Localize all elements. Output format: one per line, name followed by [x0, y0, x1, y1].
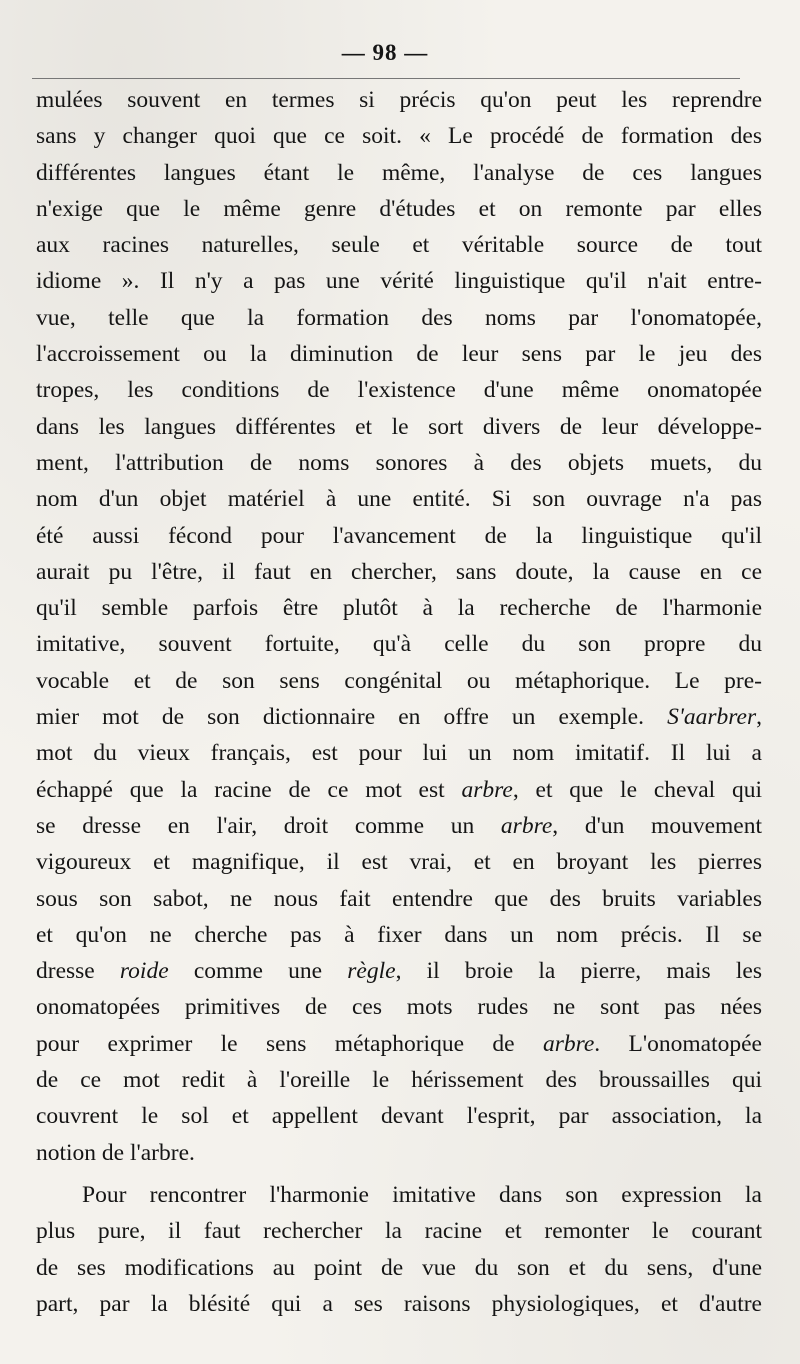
text-line: part, par la blésité qui a ses raisons physiologiques, et d'autre [36, 1290, 762, 1317]
text-line: vigoureux et magnifique, il est vrai, et en broyant les pierres [36, 849, 762, 876]
text-line: échappé que la racine de ce mot est arbre, et que le cheval qui [36, 776, 762, 803]
text-line: vocable et de son sens congénital ou métaphorique. Le pre- [36, 667, 762, 694]
text-line: dresse roide comme une règle, il broie la pierre, mais les [36, 958, 762, 985]
text-line: de ses modifications au point de vue du son et du sens, d'une [36, 1254, 762, 1281]
text-line: se dresse en l'air, droit comme un arbre, d'un mouvement [36, 812, 762, 839]
text-line: vue, telle que la formation des noms par l'onomatopée, [36, 304, 762, 331]
text-line: l'accroissement ou la diminution de leur sens par le jeu des [36, 341, 762, 368]
text-line: et qu'on ne cherche pas à fixer dans un nom précis. Il se [36, 921, 762, 948]
paragraph-2 [36, 1177, 762, 1322]
text-line: couvrent le sol et appellent devant l'esprit, par association, la [36, 1103, 762, 1130]
text-line: pour exprimer le sens métaphorique de arbre. L'onomatopée [36, 1030, 762, 1057]
text-line: de ce mot redit à l'oreille le hérissement des broussailles qui [36, 1067, 762, 1094]
text-line: onomatopées primitives de ces mots rudes ne sont pas nées [36, 994, 762, 1021]
header-rule [32, 78, 740, 79]
text-line: mot du vieux français, est pour lui un nom imitatif. Il lui a [36, 740, 762, 767]
page-number: — 98 — [341, 40, 429, 65]
text-line: mulées souvent en termes si précis qu'on peut les reprendre [36, 87, 762, 113]
text-line: Pour rencontrer l'harmonie imitative dans son expression la [82, 1181, 762, 1208]
text-line: sous son sabot, ne nous fait entendre que des bruits variables [36, 885, 762, 912]
text-line: notion de l'arbre. [36, 1139, 195, 1166]
text-line: nom d'un objet matériel à une entité. Si son ouvrage n'a pas [36, 486, 762, 513]
text-line: idiome ». Il n'y a pas une vérité linguistique qu'il n'ait entre- [36, 268, 762, 295]
body-text [36, 82, 762, 1322]
text-line: plus pure, il faut rechercher la racine et remonter le courant [36, 1218, 762, 1245]
text-line: sans y changer quoi que ce soit. « Le procédé de formation des [36, 123, 762, 150]
text-line: dans les langues différentes et le sort divers de leur développe- [36, 413, 762, 440]
text-line: mier mot de son dictionnaire en offre un exemple. S'aarbrer, [36, 704, 762, 731]
text-line: ment, l'attribution de noms sonores à des objets muets, du [36, 449, 762, 476]
text-line: n'exige que le même genre d'études et on remonte par elles [36, 195, 762, 222]
text-line: aux racines naturelles, seule et véritable source de tout [36, 232, 762, 259]
text-line: imitative, souvent fortuite, qu'à celle du son propre du [36, 631, 762, 658]
text-line: différentes langues étant le même, l'analyse de ces langues [36, 159, 762, 186]
text-line: été aussi fécond pour l'avancement de la linguistique qu'il [36, 522, 762, 549]
text-line: aurait pu l'être, il faut en chercher, sans doute, la cause en ce [36, 558, 762, 585]
paragraph-1 [36, 82, 762, 1171]
text-line: tropes, les conditions de l'existence d'une même onomatopée [36, 377, 762, 404]
text-line: qu'il semble parfois être plutôt à la recherche de l'harmonie [36, 595, 762, 622]
